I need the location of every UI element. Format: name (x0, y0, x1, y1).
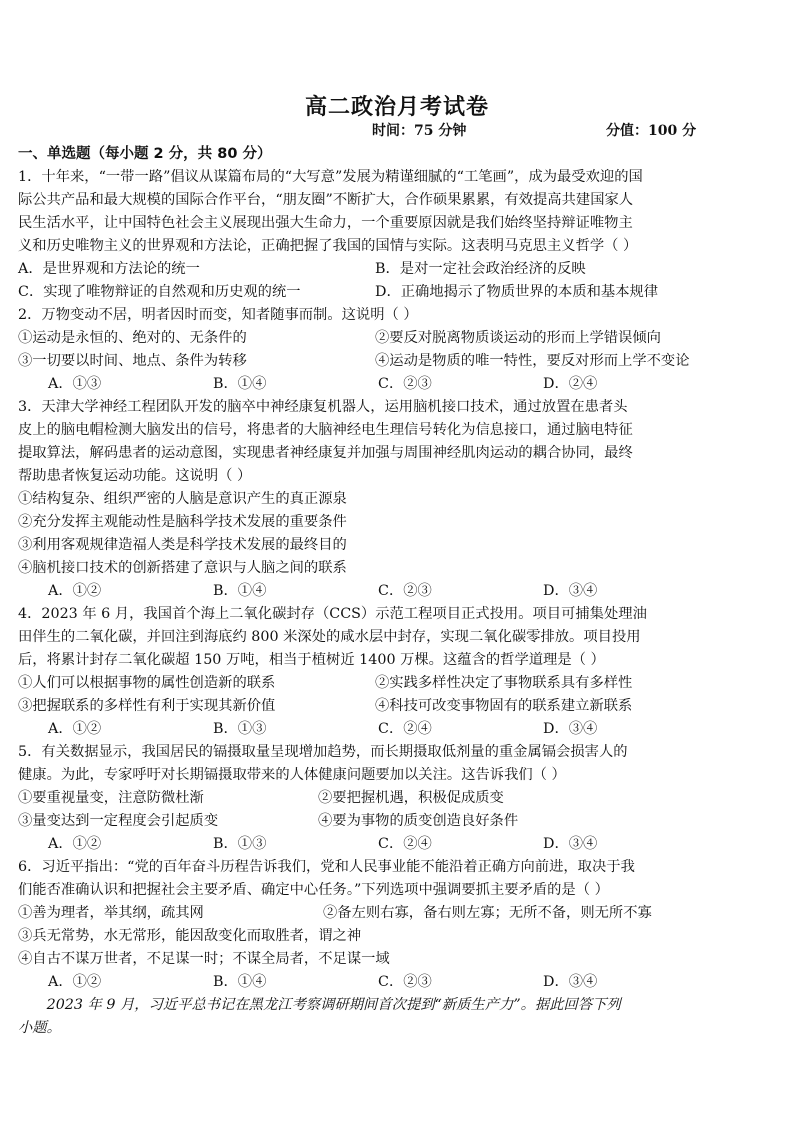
section-heading: 一、单选题（每小题 2 分，共 80 分） (18, 146, 272, 162)
question-text-line: 皮上的脑电帽检测大脑发出的信号，将患者的大脑神经电生理信号转化为信息接口，通过脑电特征 (18, 422, 633, 438)
intro-line: 小题。 (18, 1020, 61, 1036)
question-stem: 2．万物变动不居，明者因时而变，知者随事而制。这说明（ ） (18, 307, 418, 323)
question-text-line: 田伴生的二氧化碳，并回注到海底约 800 米深处的咸水层中封存，实现二氧化碳零排放。项目投用 (18, 629, 641, 645)
exam-content (18, 143, 778, 1040)
choice-b: B．①④ (213, 974, 267, 990)
statement-2: ②要反对脱离物质谈运动的形而上学错误倾向 (375, 330, 661, 346)
choice-d: D．③④ (543, 974, 598, 990)
statement-4: ④科技可改变事物固有的联系建立新联系 (375, 698, 633, 714)
question-text-line: 5．有关数据显示，我国居民的镉摄取量呈现增加趋势，而长期摄取低剂量的重金属镉会损害人的 (18, 744, 628, 760)
statement-1: ①善为理者，举其纲，疏其网 (18, 905, 204, 921)
statement-1: ①结构复杂、组织严密的人脑是意识产生的真正源泉 (18, 491, 347, 507)
statement-3: ③兵无常势，水无常形，能因敌变化而取胜者，谓之神 (18, 928, 362, 944)
statement-row (18, 787, 778, 810)
option-row (18, 258, 778, 281)
choice-c: C．②③ (378, 583, 432, 599)
statement-row (18, 810, 778, 833)
choice-c: C．②③ (378, 376, 432, 392)
question-text-line: 帮助患者恢复运动功能。这说明（ ） (18, 468, 252, 484)
option-a: A．是世界观和方法论的统一 (18, 261, 200, 277)
choice-row (18, 373, 778, 396)
question-text-line: 4．2023 年 6 月，我国首个海上二氧化碳封存（CCS）示范工程项目正式投用。项目可捕集处理油 (18, 606, 647, 622)
choice-d: D．②④ (543, 376, 598, 392)
statement-3: ③利用客观规律造福人类是科学技术发展的最终目的 (18, 537, 347, 553)
question-6 (18, 856, 778, 994)
statement-1: ①要重视量变，注意防微杜渐 (18, 790, 204, 806)
statement-4: ④要为事物的质变创造良好条件 (318, 813, 519, 829)
statement-2: ②充分发挥主观能动性是脑科学技术发展的重要条件 (18, 514, 347, 530)
statement-row (18, 695, 778, 718)
choice-a: A．①② (48, 836, 102, 852)
question-text-line: 1．十年来，“一带一路”倡议从谋篇布局的“大写意”发展为精谨细腻的“工笔画”，成为最受欢迎的国 (18, 169, 643, 185)
exam-time: 时间：75 分钟 (372, 123, 467, 139)
choice-d: D．③④ (543, 721, 598, 737)
question-3 (18, 396, 778, 603)
question-text-line: 民生活水平，让中国特色社会主义展现出强大生命力，一个重要原因就是我们始终坚持辩证唯物主 (18, 215, 633, 231)
choice-row (18, 971, 778, 994)
option-row (18, 281, 778, 304)
question-2 (18, 304, 778, 396)
question-5 (18, 741, 778, 856)
statement-3: ③一切要以时间、地点、条件为转移 (18, 353, 247, 369)
choice-d: D．③④ (543, 583, 598, 599)
material-intro (18, 994, 778, 1040)
statement-row (18, 672, 778, 695)
choice-row (18, 580, 778, 603)
statement-2: ②要把握机遇，积极促成质变 (318, 790, 504, 806)
statement-2: ②备左则右寡，备右则左寡；无所不备，则无所不寡 (323, 905, 652, 921)
statement-1: ①人们可以根据事物的属性创造新的联系 (18, 675, 276, 691)
choice-c: C．②④ (378, 721, 432, 737)
choice-a: A．①③ (48, 376, 102, 392)
question-text-line: 提取算法，解码患者的运动意图，实现患者神经康复并加强与周围神经肌肉运动的耦合协同，最终 (18, 445, 633, 461)
option-b: B．是对一定社会政治经济的反映 (375, 261, 586, 277)
statement-1: ①运动是永恒的、绝对的、无条件的 (18, 330, 247, 346)
statement-4: ④运动是物质的唯一特性，要反对形而上学不变论 (375, 353, 690, 369)
statement-row (18, 902, 778, 925)
choice-a: A．①② (48, 974, 102, 990)
question-text-line: 们能否准确认识和把握社会主要矛盾、确定中心任务。”下列选项中强调要抓主要矛盾的是（ ） (18, 882, 609, 898)
statement-3: ③把握联系的多样性有利于实现其新价值 (18, 698, 276, 714)
exam-title: 高二政治月考试卷 (304, 95, 489, 120)
statement-2: ②实践多样性决定了事物联系具有多样性 (375, 675, 633, 691)
choice-c: C．②④ (378, 836, 432, 852)
option-d: D．正确地揭示了物质世界的本质和基本规律 (375, 284, 659, 300)
choice-b: B．①③ (213, 836, 267, 852)
exam-score: 分值：100 分 (606, 123, 697, 139)
question-text-line: 3．天津大学神经工程团队开发的脑卒中神经康复机器人，运用脑机接口技术，通过放置在患者头 (18, 399, 628, 415)
question-text-line: 义和历史唯物主义的世界观和方法论，正确把握了我国的国情与实际。这表明马克思主义哲学（ ） (18, 238, 638, 254)
statement-4: ④自古不谋万世者，不足谋一时；不谋全局者，不足谋一域 (18, 951, 390, 967)
question-text-line: 际公共产品和最大规模的国际合作平台，“朋友圈”不断扩大，合作硕果累累，有效提高共建国家人 (18, 192, 634, 208)
question-4 (18, 603, 778, 741)
statement-row (18, 350, 778, 373)
question-text-line: 健康。为此，专家呼吁对长期镉摄取带来的人体健康问题要加以关注。这告诉我们（ ） (18, 767, 566, 783)
choice-b: B．①④ (213, 376, 267, 392)
choice-c: C．②③ (378, 974, 432, 990)
statement-row (18, 327, 778, 350)
intro-line: 2023 年 9 月，习近平总书记在黑龙江考察调研期间首次提到“新质生产力”。据此回答下列 (46, 997, 621, 1013)
question-1 (18, 166, 778, 304)
choice-row (18, 718, 778, 741)
choice-b: B．①③ (213, 721, 267, 737)
choice-d: D．③④ (543, 836, 598, 852)
statement-3: ③量变达到一定程度会引起质变 (18, 813, 219, 829)
choice-a: A．①② (48, 583, 102, 599)
question-text-line: 后，将累计封存二氧化碳超 150 万吨，相当于植树近 1400 万棵。这蕴含的哲学道理是（ ） (18, 652, 605, 668)
option-c: C．实现了唯物辩证的自然观和历史观的统一 (18, 284, 301, 300)
choice-row (18, 833, 778, 856)
statement-4: ④脑机接口技术的创新搭建了意识与人脑之间的联系 (18, 560, 347, 576)
choice-a: A．①② (48, 721, 102, 737)
question-text-line: 6．习近平指出：“党的百年奋斗历程告诉我们，党和人民事业能不能沿着正确方向前进，取决于我 (18, 859, 635, 875)
choice-b: B．①④ (213, 583, 267, 599)
